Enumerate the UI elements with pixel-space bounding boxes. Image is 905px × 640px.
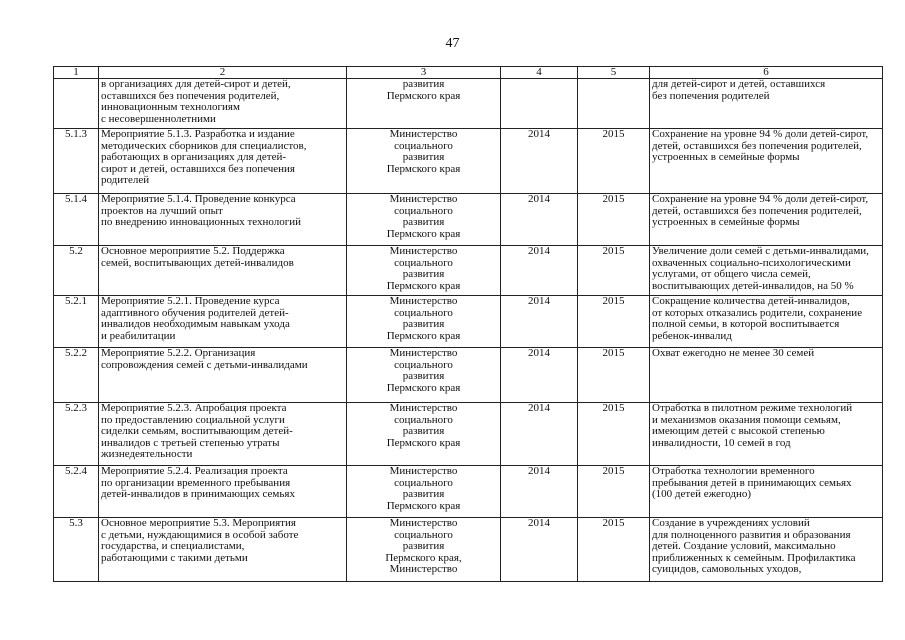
start-year: 2014 [501, 129, 578, 194]
end-year: 2015 [578, 348, 650, 403]
activity-name: Мероприятие 5.2.4. Реализация проекта по организации временного пребывания детей-инвалидов в принимающих семьях [99, 466, 347, 518]
executor: Министерство социального развития Пермского края [347, 466, 501, 518]
row-number: 5.2.1 [54, 296, 99, 348]
activity-name: Мероприятие 5.2.2. Организация сопровождения семей с детьми-инвалидами [99, 348, 347, 403]
table-header-row [54, 67, 883, 79]
executor: Министерство социального развития Пермского края, Министерство [347, 518, 501, 582]
end-year [578, 79, 650, 129]
end-year: 2015 [578, 518, 650, 582]
table-row [54, 79, 883, 129]
expected-result: Сохранение на уровне 94 % доли детей-сирот, детей, оставшихся без попечения родителей, устроенных в семейные формы [650, 194, 883, 246]
header-cell: 2 [99, 67, 347, 79]
row-number: 5.2.4 [54, 466, 99, 518]
row-number: 5.3 [54, 518, 99, 582]
activity-name: Мероприятие 5.2.1. Проведение курса адаптивного обучения родителей детей- инвалидов необходимым навыкам ухода и реабилитации [99, 296, 347, 348]
header-cell: 1 [54, 67, 99, 79]
executor: Министерство социального развития Пермского края [347, 348, 501, 403]
row-number: 5.1.3 [54, 129, 99, 194]
start-year: 2014 [501, 296, 578, 348]
start-year: 2014 [501, 466, 578, 518]
activity-name: Основное мероприятие 5.3. Мероприятия с детьми, нуждающимися в особой заботе государства, и специалистами, работающими с такими детьми [99, 518, 347, 582]
row-number: 5.2.3 [54, 403, 99, 466]
header-cell: 3 [347, 67, 501, 79]
table-row [54, 296, 883, 348]
executor: развития Пермского края [347, 79, 501, 129]
start-year: 2014 [501, 246, 578, 296]
activity-name: Мероприятие 5.1.3. Разработка и издание методических сборников для специалистов, работающих в организациях для детей- сирот и детей, оставшихся без попечения родителей [99, 129, 347, 194]
row-number [54, 79, 99, 129]
activity-name: Мероприятие 5.1.4. Проведение конкурса проектов на лучший опыт по внедрению инновационных технологий [99, 194, 347, 246]
executor: Министерство социального развития Пермского края [347, 246, 501, 296]
row-number: 5.2 [54, 246, 99, 296]
table-row [54, 466, 883, 518]
end-year: 2015 [578, 296, 650, 348]
executor: Министерство социального развития Пермского края [347, 296, 501, 348]
table-row [54, 246, 883, 296]
start-year: 2014 [501, 348, 578, 403]
start-year: 2014 [501, 403, 578, 466]
end-year: 2015 [578, 466, 650, 518]
page-number: 47 [445, 36, 460, 51]
row-number: 5.1.4 [54, 194, 99, 246]
table-row [54, 194, 883, 246]
executor: Министерство социального развития Пермского края [347, 194, 501, 246]
executor: Министерство социального развития Пермского края [347, 129, 501, 194]
table-row [54, 129, 883, 194]
end-year: 2015 [578, 129, 650, 194]
start-year: 2014 [501, 518, 578, 582]
table-row [54, 518, 883, 582]
table-row [54, 403, 883, 466]
expected-result: Охват ежегодно не менее 30 семей [650, 348, 883, 403]
executor: Министерство социального развития Пермского края [347, 403, 501, 466]
activity-name: в организациях для детей-сирот и детей, оставшихся без попечения родителей, инновационным технологиям с несовершеннолетними [99, 79, 347, 129]
end-year: 2015 [578, 246, 650, 296]
program-table [53, 66, 883, 582]
expected-result: Сокращение количества детей-инвалидов, от которых отказались родители, сохранение полной семьи, в которой воспитывается ребенок-инвалид [650, 296, 883, 348]
header-cell: 5 [578, 67, 650, 79]
activity-name: Мероприятие 5.2.3. Апробация проекта по предоставлению социальной услуги сиделки семьям, воспитывающим детей- инвалидов с третьей степенью утраты жизнедеятельности [99, 403, 347, 466]
row-number: 5.2.2 [54, 348, 99, 403]
expected-result: Создание в учреждениях условий для полноценного развития и образования детей. Создание условий, максимально приближенных к семейным. Профилактика суицидов, самовольных уходов, [650, 518, 883, 582]
expected-result: Сохранение на уровне 94 % доли детей-сирот, детей, оставшихся без попечения родителей, устроенных в семейные формы [650, 129, 883, 194]
expected-result: Увеличение доли семей с детьми-инвалидами, охваченных социально-психологическими услугами, от общего числа семей, воспитывающих детей-инвалидов, на 50 % [650, 246, 883, 296]
table-row [54, 348, 883, 403]
end-year: 2015 [578, 194, 650, 246]
expected-result: для детей-сирот и детей, оставшихся без попечения родителей [650, 79, 883, 129]
start-year: 2014 [501, 194, 578, 246]
header-cell: 4 [501, 67, 578, 79]
expected-result: Отработка технологии временного пребывания детей в принимающих семьях (100 детей ежегодно) [650, 466, 883, 518]
expected-result: Отработка в пилотном режиме технологий и механизмов оказания помощи семьям, имеющим детей с высокой степенью инвалидности, 10 семей в год [650, 403, 883, 466]
activity-name: Основное мероприятие 5.2. Поддержка семей, воспитывающих детей-инвалидов [99, 246, 347, 296]
header-cell: 6 [650, 67, 883, 79]
end-year: 2015 [578, 403, 650, 466]
start-year [501, 79, 578, 129]
